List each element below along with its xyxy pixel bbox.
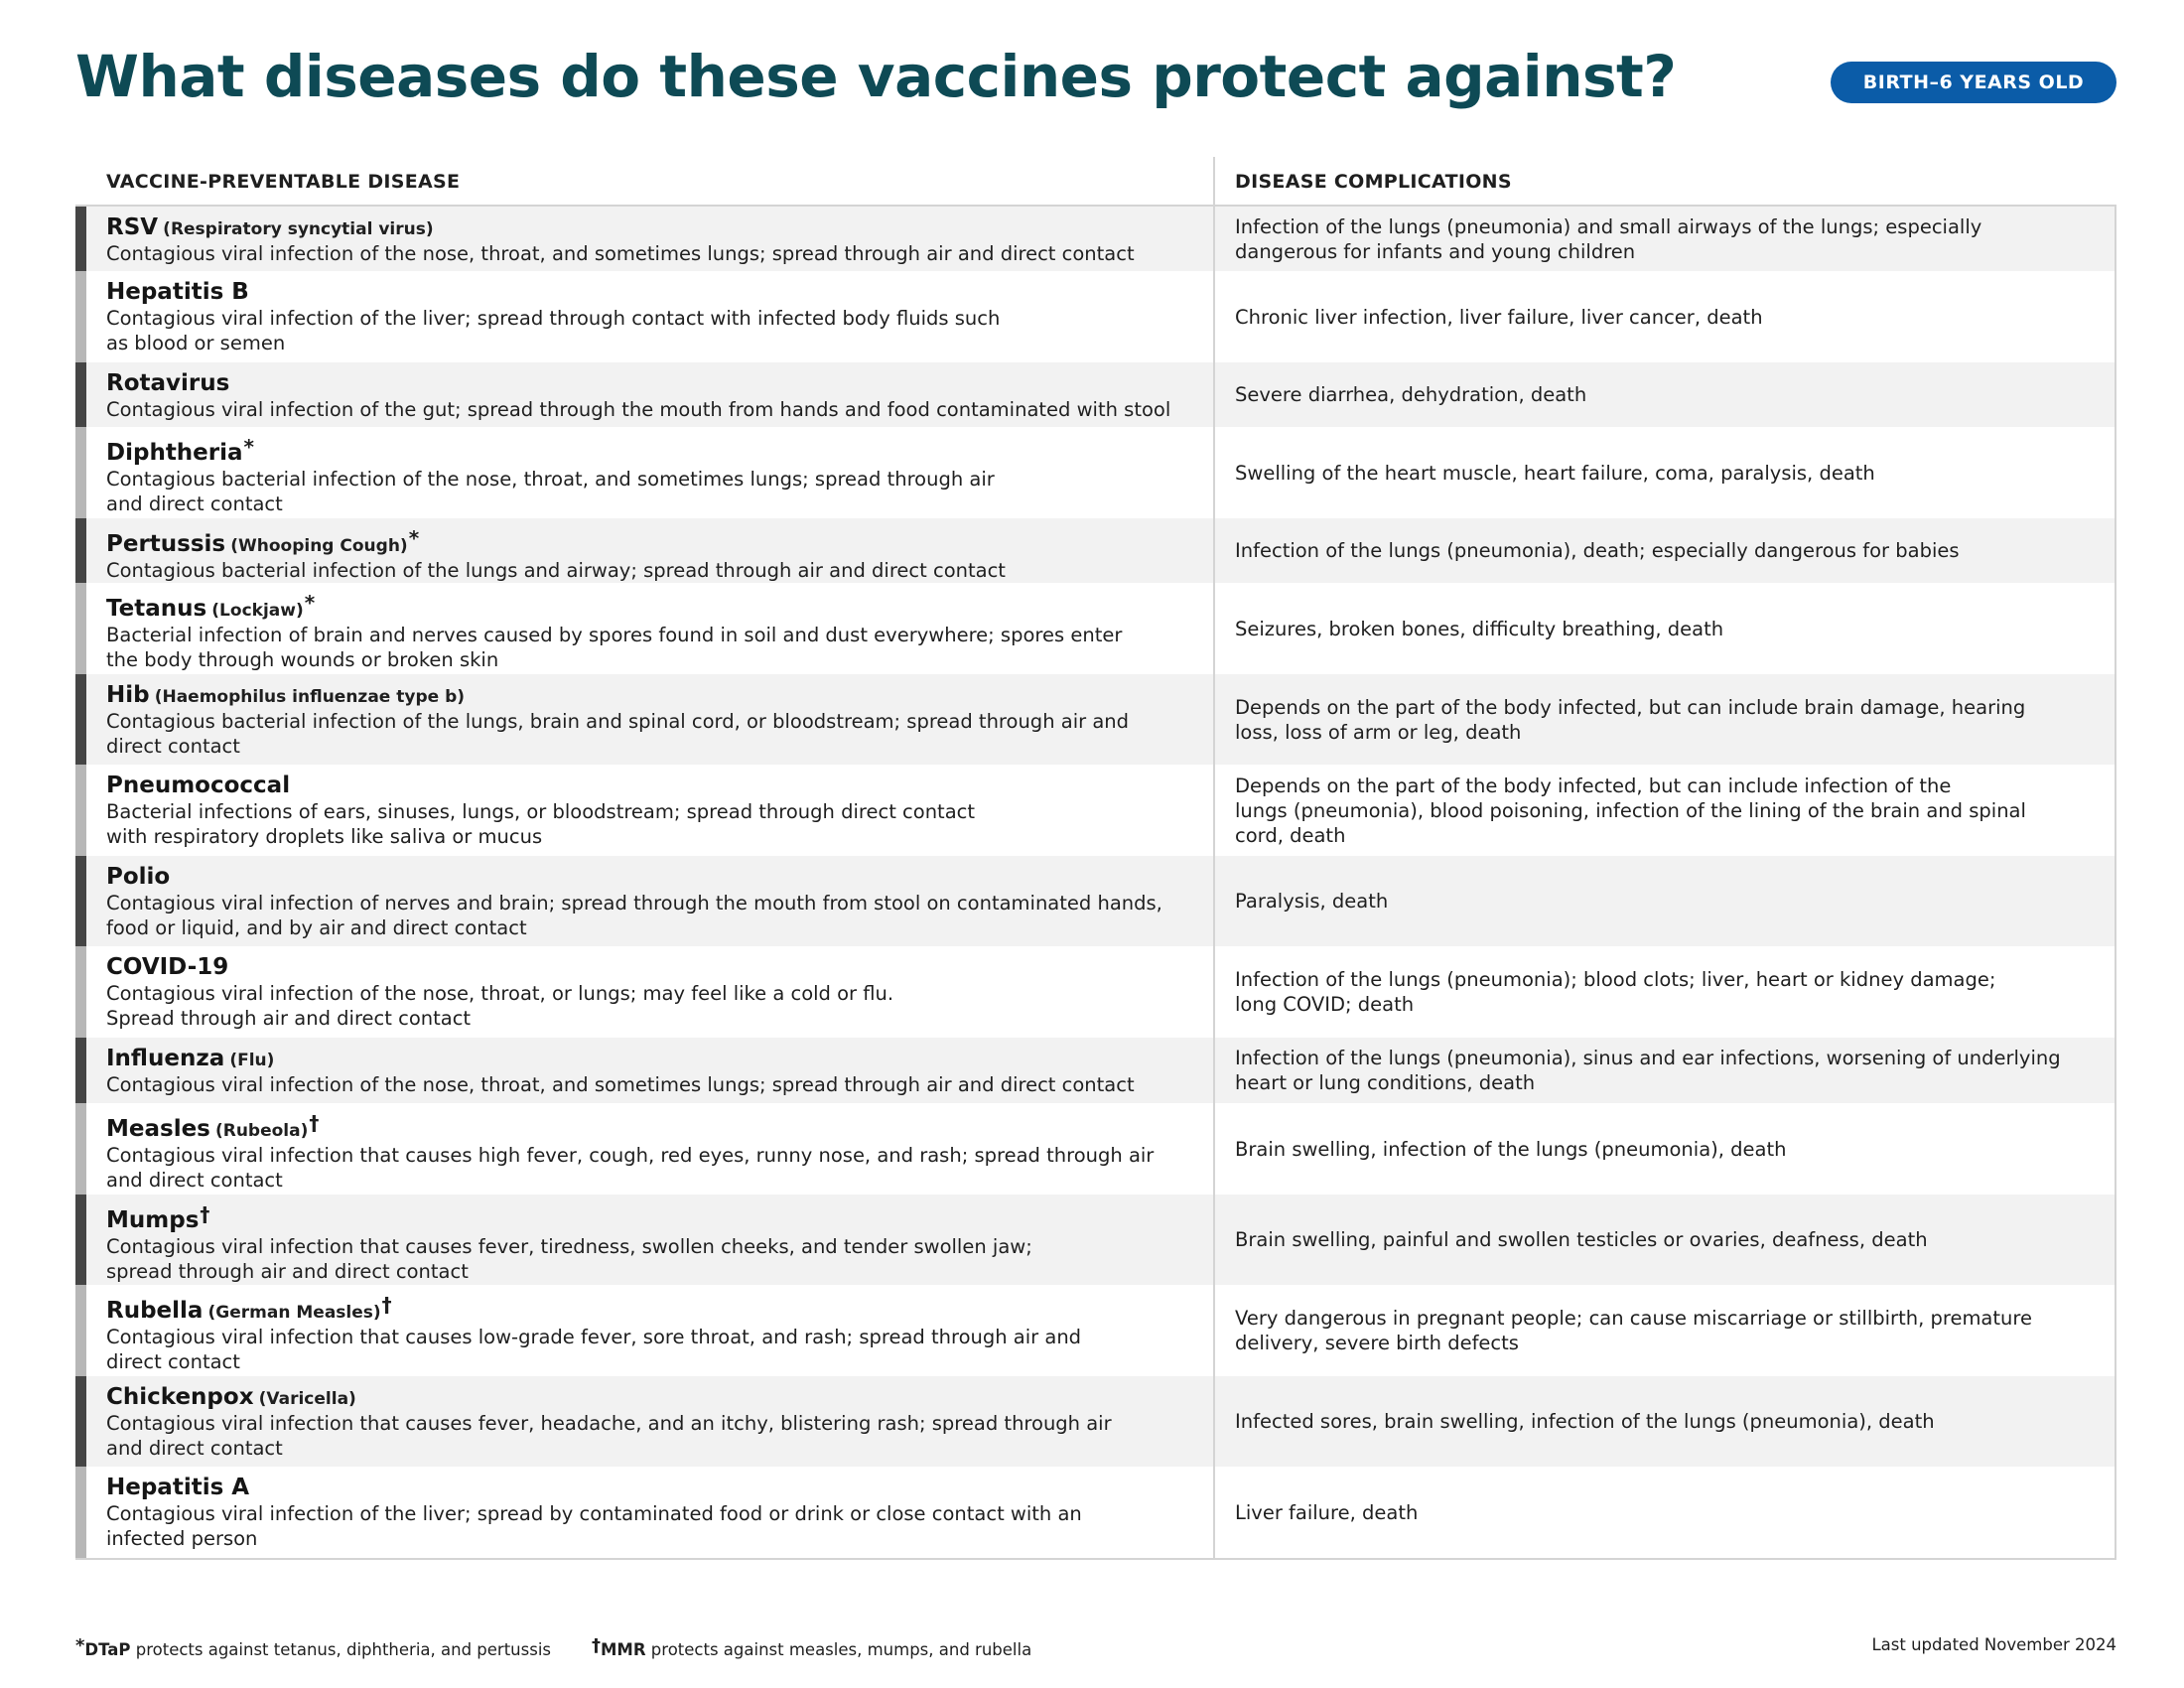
complications-line: delivery, severe birth defects: [1235, 1332, 1519, 1354]
complications-line: Brain swelling, infection of the lungs (pneumonia), death: [1235, 1137, 1787, 1161]
disease-name: Mumps: [106, 1207, 200, 1233]
complications-line: Infection of the lungs (pneumonia) and small airways of the lungs; especially: [1235, 214, 1982, 238]
complications-text: [1235, 382, 1586, 407]
disease-name: Hepatitis B: [106, 279, 249, 305]
table-row: [75, 765, 2115, 856]
disease-name: Tetanus: [106, 596, 207, 622]
disease-description-line: Bacterial infections of ears, sinuses, lungs, or bloodstream; spread through direct contact: [106, 800, 976, 823]
complications-cell: [1213, 1467, 2115, 1558]
complications-cell: [1213, 1285, 2115, 1376]
complications-text: [1235, 1137, 1786, 1162]
disease-alt-name: (German Measles): [207, 1303, 381, 1323]
disease-description-line: with respiratory droplets like saliva or mucus: [106, 825, 543, 848]
disease-cell: [86, 1376, 1213, 1467]
disease-cell: [86, 946, 1213, 1038]
disease-description-line: Contagious viral infection that causes high fever, cough, red eyes, runny nose, and rash; spread through air: [106, 1144, 1155, 1167]
disease-description-line: direct contact: [106, 1350, 240, 1373]
table-row: [75, 674, 2115, 765]
disease-title: [106, 1111, 1193, 1143]
disease-cell: [86, 1103, 1213, 1195]
footnote-mmr-abbr: MMR: [601, 1640, 646, 1659]
disease-cell: [86, 271, 1213, 362]
complications-cell: [1213, 207, 2115, 271]
table-row: [75, 207, 2115, 271]
complications-text: [1235, 538, 1960, 563]
complications-line: Chronic liver infection, liver failure, liver cancer, death: [1235, 305, 1763, 329]
complications-line: Infection of the lungs (pneumonia); blood clots; liver, heart or kidney damage;: [1235, 968, 1996, 991]
disease-title: [106, 954, 1193, 981]
disease-description-line: and direct contact: [106, 1169, 283, 1192]
complications-line: Swelling of the heart muscle, heart failure, coma, paralysis, death: [1235, 461, 1875, 485]
disease-description-line: spread through air and direct contact: [106, 1260, 469, 1283]
table-row: [75, 946, 2115, 1038]
complications-line: Depends on the part of the body infected, but can include infection of the: [1235, 774, 1952, 797]
footnote-mmr-mark: †: [592, 1635, 601, 1656]
table-row: [75, 856, 2115, 946]
footnote-dtap-mark: *: [75, 1635, 85, 1656]
disease-description-line: Contagious viral infection of the liver; spread through contact with infected body fluids such: [106, 307, 1001, 330]
table-row: [75, 1038, 2115, 1103]
disease-title: [106, 682, 1193, 709]
disease-alt-name: (Rubeola): [214, 1121, 309, 1141]
complications-line: dangerous for infants and young children: [1235, 239, 1636, 263]
table-row: [75, 427, 2115, 518]
disease-alt-name: (Haemophilus influenzae type b): [154, 687, 466, 707]
disease-description-line: as blood or semen: [106, 332, 286, 354]
footnote-dtap-abbr: DTaP: [84, 1640, 131, 1659]
complications-cell: [1213, 946, 2115, 1038]
disease-cell: [86, 518, 1213, 583]
table-row: [75, 1195, 2115, 1285]
disease-description-line: Contagious viral infection that causes fever, tiredness, swollen cheeks, and tender swollen jaw;: [106, 1235, 1032, 1258]
disease-description-line: Spread through air and direct contact: [106, 1007, 472, 1030]
complications-text: [1235, 617, 1723, 641]
row-accent-bar: [75, 1467, 86, 1558]
disease-name: Hib: [106, 682, 150, 708]
complications-line: Brain swelling, painful and swollen testicles or ovaries, deafness, death: [1235, 1228, 1928, 1251]
disease-name: RSV: [106, 214, 159, 240]
complications-line: Infected sores, brain swelling, infection of the lungs (pneumonia), death: [1235, 1410, 1935, 1433]
row-accent-bar: [75, 1038, 86, 1103]
disease-description-line: Contagious viral infection of the nose, throat, and sometimes lungs; spread through air and direct contact: [106, 1073, 1135, 1096]
complications-line: Liver failure, death: [1235, 1500, 1419, 1524]
complications-line: Depends on the part of the body infected, but can include brain damage, hearing: [1235, 695, 2026, 719]
complications-line: heart or lung conditions, death: [1235, 1071, 1536, 1094]
row-accent-bar: [75, 765, 86, 856]
disease-alt-name: (Lockjaw): [211, 601, 304, 621]
row-accent-bar: [75, 271, 86, 362]
disease-description-line: Contagious viral infection that causes fever, headache, and an itchy, blistering rash; spread through air: [106, 1412, 1112, 1435]
complications-text: [1235, 1500, 1418, 1525]
complications-line: Very dangerous in pregnant people; can cause miscarriage or stillbirth, premature: [1235, 1307, 2032, 1330]
disease-name: Polio: [106, 864, 171, 890]
disease-alt-name: (Whooping Cough): [230, 536, 408, 556]
table-row: [75, 1285, 2115, 1376]
complications-line: Seizures, broken bones, difficulty breathing, death: [1235, 617, 1724, 640]
complications-cell: [1213, 583, 2115, 674]
table-row: [75, 583, 2115, 674]
complications-text: [1235, 461, 1875, 486]
row-accent-bar: [75, 427, 86, 518]
disease-cell: [86, 207, 1213, 271]
row-accent-bar: [75, 1195, 86, 1285]
complications-cell: [1213, 362, 2115, 427]
table-row: [75, 1376, 2115, 1467]
row-accent-bar: [75, 1285, 86, 1376]
complications-cell: [1213, 1103, 2115, 1195]
disease-description-line: food or liquid, and by air and direct contact: [106, 916, 527, 939]
disease-description-line: the body through wounds or broken skin: [106, 648, 499, 671]
disease-title: [106, 773, 1193, 799]
complications-line: loss, loss of arm or leg, death: [1235, 720, 1522, 744]
complications-cell: [1213, 765, 2115, 856]
complications-text: [1235, 305, 1763, 330]
complications-text: [1235, 695, 2025, 745]
disease-title: [106, 279, 1193, 306]
disease-description-line: Contagious viral infection of the gut; spread through the mouth from hands and food contaminated with stool: [106, 398, 1171, 421]
footnote-mark: *: [304, 591, 316, 615]
disease-description-line: and direct contact: [106, 492, 283, 515]
table-row: [75, 362, 2115, 427]
disease-title: [106, 435, 1193, 467]
disease-title: [106, 1475, 1193, 1501]
disease-title: [106, 214, 1193, 241]
row-accent-bar: [75, 207, 86, 271]
page-title: What diseases do these vaccines protect against?: [75, 43, 1677, 110]
footnote-mark: †: [200, 1202, 210, 1226]
complications-cell: [1213, 518, 2115, 583]
disease-description-line: Contagious viral infection that causes low-grade fever, sore throat, and rash; spread through air and: [106, 1326, 1082, 1348]
column-header-disease: VACCINE-PREVENTABLE DISEASE: [106, 171, 461, 193]
disease-cell: [86, 1038, 1213, 1103]
disease-name: Rotavirus: [106, 370, 230, 396]
disease-description-line: and direct contact: [106, 1437, 283, 1460]
complications-text: [1235, 774, 2026, 848]
complications-cell: [1213, 1195, 2115, 1285]
complications-cell: [1213, 856, 2115, 946]
complications-text: [1235, 889, 1388, 914]
footnote-mark: †: [381, 1293, 392, 1317]
complications-line: Severe diarrhea, dehydration, death: [1235, 383, 1587, 406]
disease-name: Diphtheria: [106, 440, 243, 466]
disease-title: [106, 1384, 1193, 1411]
footnote-mmr: [592, 1635, 1031, 1659]
disease-cell: [86, 362, 1213, 427]
complications-text: [1235, 1409, 1935, 1434]
complications-line: long COVID; death: [1235, 993, 1415, 1016]
disease-description-line: Contagious viral infection of nerves and brain; spread through the mouth from stool on contaminated hands,: [106, 892, 1162, 914]
row-accent-bar: [75, 362, 86, 427]
disease-cell: [86, 1285, 1213, 1376]
disease-name: Measles: [106, 1116, 210, 1142]
disease-cell: [86, 1467, 1213, 1558]
vaccine-disease-table: [75, 157, 2116, 1560]
disease-title: [106, 1046, 1193, 1072]
complications-text: [1235, 1227, 1928, 1252]
disease-description-line: Contagious bacterial infection of the lungs and airway; spread through air and direct contact: [106, 559, 1006, 582]
disease-title: [106, 526, 1193, 558]
disease-title: [106, 864, 1193, 891]
complications-cell: [1213, 1038, 2115, 1103]
complications-cell: [1213, 1376, 2115, 1467]
complications-line: cord, death: [1235, 823, 1346, 847]
complications-cell: [1213, 271, 2115, 362]
table-row: [75, 518, 2115, 583]
complications-line: lungs (pneumonia), blood poisoning, infection of the lining of the brain and spinal: [1235, 798, 2026, 822]
disease-description-line: Contagious viral infection of the liver; spread by contaminated food or drink or close contact with an: [106, 1502, 1082, 1525]
disease-alt-name: (Flu): [229, 1051, 275, 1070]
footnote-dtap-text: protects against tetanus, diphtheria, and pertussis: [135, 1640, 552, 1659]
table-row: [75, 271, 2115, 362]
age-range-badge: BIRTH–6 YEARS OLD: [1831, 62, 2116, 103]
complications-text: [1235, 1306, 2032, 1355]
disease-name: Hepatitis A: [106, 1475, 250, 1500]
footnote-mmr-text: protects against measles, mumps, and rubella: [650, 1640, 1032, 1659]
disease-description-line: Bacterial infection of brain and nerves caused by spores found in soil and dust everywhere; spores enter: [106, 624, 1123, 646]
disease-description-line: Contagious bacterial infection of the lungs, brain and spinal cord, or bloodstream; spread through air and: [106, 710, 1130, 733]
complications-line: Infection of the lungs (pneumonia), sinus and ear infections, worsening of underlying: [1235, 1047, 2061, 1069]
disease-cell: [86, 583, 1213, 674]
disease-description-line: Contagious viral infection of the nose, throat, or lungs; may feel like a cold or flu.: [106, 982, 894, 1005]
disease-name: COVID-19: [106, 954, 229, 980]
footnote-dtap: [75, 1635, 551, 1659]
complications-cell: [1213, 427, 2115, 518]
disease-cell: [86, 856, 1213, 946]
disease-cell: [86, 765, 1213, 856]
disease-cell: [86, 427, 1213, 518]
row-accent-bar: [75, 674, 86, 765]
disease-description-line: Contagious bacterial infection of the nose, throat, and sometimes lungs; spread through air: [106, 468, 995, 491]
row-accent-bar: [75, 946, 86, 1038]
disease-description-line: infected person: [106, 1527, 258, 1550]
disease-cell: [86, 1195, 1213, 1285]
column-header-complications: DISEASE COMPLICATIONS: [1213, 157, 2116, 205]
disease-title: [106, 370, 1193, 397]
complications-line: Infection of the lungs (pneumonia), death; especially dangerous for babies: [1235, 539, 1960, 562]
disease-title: [106, 1293, 1193, 1325]
disease-name: Pertussis: [106, 531, 226, 557]
complications-text: [1235, 214, 1981, 264]
disease-cell: [86, 674, 1213, 765]
disease-alt-name: (Respiratory syncytial virus): [163, 219, 434, 239]
complications-cell: [1213, 674, 2115, 765]
complications-text: [1235, 967, 1995, 1017]
table-header: [75, 157, 2116, 205]
complications-text: [1235, 1046, 2061, 1095]
row-accent-bar: [75, 1376, 86, 1467]
disease-title: [106, 1202, 1193, 1234]
table-body: [75, 205, 2116, 1560]
disease-description-line: Contagious viral infection of the nose, throat, and sometimes lungs; spread through air and direct contact: [106, 242, 1135, 265]
footnote-mark: †: [309, 1111, 320, 1135]
disease-title: [106, 591, 1193, 623]
disease-alt-name: (Varicella): [258, 1389, 356, 1409]
row-accent-bar: [75, 1103, 86, 1195]
disease-name: Chickenpox: [106, 1384, 254, 1410]
row-accent-bar: [75, 856, 86, 946]
complications-line: Paralysis, death: [1235, 890, 1389, 913]
disease-name: Pneumococcal: [106, 773, 291, 798]
footnote-mark: *: [408, 526, 420, 550]
footnote-mark: *: [243, 435, 254, 459]
table-row: [75, 1467, 2115, 1558]
disease-description-line: direct contact: [106, 735, 240, 758]
last-updated: Last updated November 2024: [1871, 1635, 2116, 1654]
disease-name: Rubella: [106, 1298, 204, 1324]
row-accent-bar: [75, 583, 86, 674]
disease-name: Influenza: [106, 1046, 225, 1071]
row-accent-bar: [75, 518, 86, 583]
table-row: [75, 1103, 2115, 1195]
